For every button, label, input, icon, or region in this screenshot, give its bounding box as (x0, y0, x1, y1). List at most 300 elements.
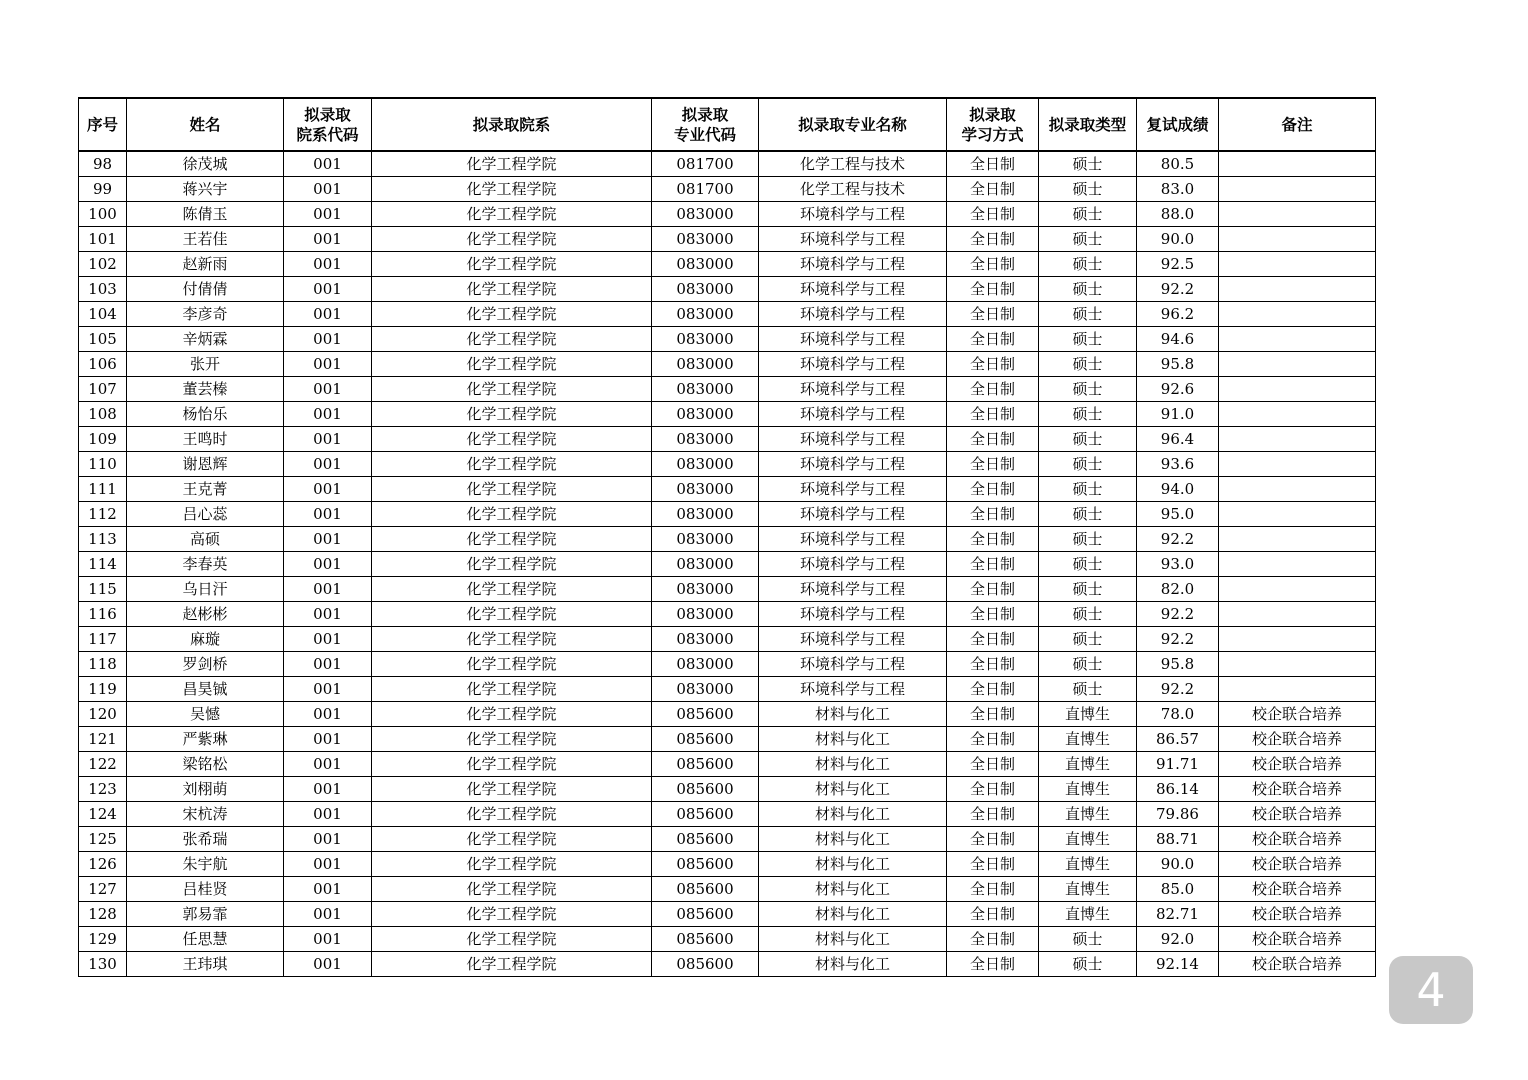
cell-remark (1219, 151, 1376, 177)
cell-dept: 化学工程学院 (372, 777, 652, 802)
table-row (79, 352, 1376, 377)
cell-remark: 校企联合培养 (1219, 827, 1376, 852)
cell-mode: 全日制 (947, 377, 1039, 402)
cell-remark: 校企联合培养 (1219, 752, 1376, 777)
cell-score: 90.0 (1137, 227, 1219, 252)
cell-remark (1219, 577, 1376, 602)
cell-major: 环境科学与工程 (759, 202, 947, 227)
cell-major-code: 081700 (652, 151, 759, 177)
table-row (79, 827, 1376, 852)
cell-seq: 124 (79, 802, 127, 827)
cell-mode: 全日制 (947, 902, 1039, 927)
cell-name: 朱宇航 (127, 852, 284, 877)
cell-remark (1219, 452, 1376, 477)
cell-type: 硕士 (1039, 527, 1137, 552)
cell-score: 86.57 (1137, 727, 1219, 752)
cell-mode: 全日制 (947, 452, 1039, 477)
cell-major: 环境科学与工程 (759, 677, 947, 702)
cell-remark: 校企联合培养 (1219, 952, 1376, 977)
cell-type: 硕士 (1039, 677, 1137, 702)
cell-type: 直博生 (1039, 752, 1137, 777)
cell-dept: 化学工程学院 (372, 477, 652, 502)
cell-type: 硕士 (1039, 577, 1137, 602)
cell-dept: 化学工程学院 (372, 677, 652, 702)
cell-remark (1219, 402, 1376, 427)
cell-seq: 113 (79, 527, 127, 552)
cell-dept-code: 001 (284, 151, 372, 177)
table-row (79, 277, 1376, 302)
header-mode-line1: 拟录取 (969, 105, 1016, 124)
cell-type: 硕士 (1039, 927, 1137, 952)
cell-seq: 100 (79, 202, 127, 227)
cell-mode: 全日制 (947, 527, 1039, 552)
cell-score: 95.8 (1137, 652, 1219, 677)
cell-dept-code: 001 (284, 252, 372, 277)
cell-name: 严紫琳 (127, 727, 284, 752)
cell-major: 材料与化工 (759, 702, 947, 727)
cell-name: 谢恩辉 (127, 452, 284, 477)
cell-mode: 全日制 (947, 177, 1039, 202)
cell-seq: 98 (79, 151, 127, 177)
table-row (79, 177, 1376, 202)
cell-remark (1219, 527, 1376, 552)
table-row (79, 777, 1376, 802)
cell-dept: 化学工程学院 (372, 151, 652, 177)
cell-type: 硕士 (1039, 352, 1137, 377)
cell-dept-code: 001 (284, 427, 372, 452)
cell-mode: 全日制 (947, 552, 1039, 577)
cell-score: 78.0 (1137, 702, 1219, 727)
cell-remark: 校企联合培养 (1219, 852, 1376, 877)
cell-dept: 化学工程学院 (372, 552, 652, 577)
cell-seq: 106 (79, 352, 127, 377)
table-row (79, 927, 1376, 952)
cell-type: 直博生 (1039, 702, 1137, 727)
cell-type: 直博生 (1039, 852, 1137, 877)
cell-major-code: 085600 (652, 802, 759, 827)
cell-major-code: 083000 (652, 352, 759, 377)
cell-name: 赵彬彬 (127, 602, 284, 627)
cell-major: 环境科学与工程 (759, 427, 947, 452)
cell-dept: 化学工程学院 (372, 827, 652, 852)
cell-score: 80.5 (1137, 151, 1219, 177)
cell-major-code: 085600 (652, 927, 759, 952)
cell-mode: 全日制 (947, 777, 1039, 802)
cell-dept-code: 001 (284, 302, 372, 327)
table-row (79, 151, 1376, 177)
table-row (79, 477, 1376, 502)
cell-major: 环境科学与工程 (759, 452, 947, 477)
cell-name: 付倩倩 (127, 277, 284, 302)
cell-remark (1219, 177, 1376, 202)
cell-name: 张希瑞 (127, 827, 284, 852)
cell-seq: 117 (79, 627, 127, 652)
cell-name: 王鸣时 (127, 427, 284, 452)
cell-seq: 104 (79, 302, 127, 327)
cell-major: 材料与化工 (759, 902, 947, 927)
cell-major: 材料与化工 (759, 727, 947, 752)
cell-score: 79.86 (1137, 802, 1219, 827)
cell-major-code: 083000 (652, 677, 759, 702)
cell-name: 麻璇 (127, 627, 284, 652)
cell-name: 张开 (127, 352, 284, 377)
cell-remark: 校企联合培养 (1219, 727, 1376, 752)
cell-name: 辛炳霖 (127, 327, 284, 352)
cell-major: 材料与化工 (759, 802, 947, 827)
cell-mode: 全日制 (947, 677, 1039, 702)
cell-major: 环境科学与工程 (759, 627, 947, 652)
cell-score: 92.2 (1137, 627, 1219, 652)
cell-mode: 全日制 (947, 852, 1039, 877)
cell-mode: 全日制 (947, 327, 1039, 352)
cell-dept-code: 001 (284, 277, 372, 302)
cell-name: 李彦奇 (127, 302, 284, 327)
cell-major-code: 085600 (652, 877, 759, 902)
cell-mode: 全日制 (947, 752, 1039, 777)
table-row (79, 702, 1376, 727)
cell-type: 直博生 (1039, 802, 1137, 827)
cell-dept-code: 001 (284, 627, 372, 652)
cell-dept: 化学工程学院 (372, 252, 652, 277)
cell-score: 82.71 (1137, 902, 1219, 927)
cell-mode: 全日制 (947, 952, 1039, 977)
cell-major: 环境科学与工程 (759, 477, 947, 502)
cell-major: 材料与化工 (759, 952, 947, 977)
cell-name: 高硕 (127, 527, 284, 552)
cell-type: 硕士 (1039, 402, 1137, 427)
table-row (79, 602, 1376, 627)
header-dept-code-line2: 院系代码 (296, 125, 359, 144)
table-row (79, 952, 1376, 977)
cell-remark (1219, 502, 1376, 527)
cell-remark (1219, 677, 1376, 702)
header-score: 复试成绩 (1137, 98, 1219, 151)
cell-dept-code: 001 (284, 402, 372, 427)
cell-score: 88.0 (1137, 202, 1219, 227)
cell-major-code: 085600 (652, 727, 759, 752)
cell-major-code: 083000 (652, 527, 759, 552)
table-row (79, 802, 1376, 827)
cell-seq: 102 (79, 252, 127, 277)
cell-dept: 化学工程学院 (372, 852, 652, 877)
table-row (79, 577, 1376, 602)
cell-type: 直博生 (1039, 827, 1137, 852)
cell-score: 83.0 (1137, 177, 1219, 202)
cell-dept: 化学工程学院 (372, 627, 652, 652)
cell-remark: 校企联合培养 (1219, 802, 1376, 827)
cell-remark (1219, 477, 1376, 502)
cell-major: 环境科学与工程 (759, 502, 947, 527)
cell-major-code: 085600 (652, 902, 759, 927)
cell-dept: 化学工程学院 (372, 177, 652, 202)
cell-mode: 全日制 (947, 252, 1039, 277)
header-seq: 序号 (79, 98, 127, 151)
cell-major-code: 085600 (652, 702, 759, 727)
cell-seq: 122 (79, 752, 127, 777)
cell-major-code: 083000 (652, 602, 759, 627)
cell-seq: 121 (79, 727, 127, 752)
cell-major-code: 083000 (652, 252, 759, 277)
cell-dept-code: 001 (284, 202, 372, 227)
cell-major: 材料与化工 (759, 827, 947, 852)
cell-remark: 校企联合培养 (1219, 777, 1376, 802)
header-dept: 拟录取院系 (372, 98, 652, 151)
cell-remark (1219, 302, 1376, 327)
cell-major: 环境科学与工程 (759, 277, 947, 302)
cell-dept: 化学工程学院 (372, 377, 652, 402)
cell-dept-code: 001 (284, 702, 372, 727)
cell-dept-code: 001 (284, 227, 372, 252)
cell-dept: 化学工程学院 (372, 302, 652, 327)
cell-major-code: 083000 (652, 477, 759, 502)
cell-seq: 99 (79, 177, 127, 202)
table-body (79, 151, 1376, 977)
cell-major: 环境科学与工程 (759, 252, 947, 277)
cell-type: 硕士 (1039, 652, 1137, 677)
cell-score: 92.14 (1137, 952, 1219, 977)
cell-seq: 112 (79, 502, 127, 527)
cell-dept: 化学工程学院 (372, 652, 652, 677)
cell-dept: 化学工程学院 (372, 227, 652, 252)
cell-name: 李春英 (127, 552, 284, 577)
cell-mode: 全日制 (947, 727, 1039, 752)
cell-mode: 全日制 (947, 202, 1039, 227)
cell-seq: 119 (79, 677, 127, 702)
cell-score: 90.0 (1137, 852, 1219, 877)
cell-name: 吴憾 (127, 702, 284, 727)
cell-remark (1219, 627, 1376, 652)
cell-major-code: 083000 (652, 327, 759, 352)
cell-seq: 118 (79, 652, 127, 677)
cell-score: 94.6 (1137, 327, 1219, 352)
cell-type: 硕士 (1039, 502, 1137, 527)
cell-type: 硕士 (1039, 377, 1137, 402)
cell-mode: 全日制 (947, 151, 1039, 177)
table-row (79, 202, 1376, 227)
cell-score: 92.6 (1137, 377, 1219, 402)
cell-dept: 化学工程学院 (372, 527, 652, 552)
cell-score: 91.0 (1137, 402, 1219, 427)
table-row (79, 877, 1376, 902)
cell-score: 92.2 (1137, 527, 1219, 552)
cell-name: 王玮琪 (127, 952, 284, 977)
cell-score: 92.2 (1137, 277, 1219, 302)
cell-dept: 化学工程学院 (372, 502, 652, 527)
cell-remark (1219, 277, 1376, 302)
cell-dept: 化学工程学院 (372, 927, 652, 952)
cell-seq: 126 (79, 852, 127, 877)
cell-name: 郭易霏 (127, 902, 284, 927)
admission-table (78, 97, 1376, 977)
cell-remark (1219, 552, 1376, 577)
cell-seq: 111 (79, 477, 127, 502)
cell-dept-code: 001 (284, 377, 372, 402)
cell-score: 92.5 (1137, 252, 1219, 277)
cell-name: 徐茂城 (127, 151, 284, 177)
cell-mode: 全日制 (947, 627, 1039, 652)
cell-major: 环境科学与工程 (759, 227, 947, 252)
cell-remark (1219, 227, 1376, 252)
header-dept-code (284, 98, 372, 151)
cell-remark (1219, 327, 1376, 352)
table-row (79, 552, 1376, 577)
cell-name: 王克菁 (127, 477, 284, 502)
cell-dept-code: 001 (284, 852, 372, 877)
cell-name: 杨怡乐 (127, 402, 284, 427)
cell-dept-code: 001 (284, 802, 372, 827)
table-row (79, 502, 1376, 527)
cell-dept-code: 001 (284, 827, 372, 852)
cell-name: 吕桂贤 (127, 877, 284, 902)
cell-major-code: 085600 (652, 852, 759, 877)
cell-type: 硕士 (1039, 477, 1137, 502)
table-row (79, 302, 1376, 327)
cell-name: 蒋兴宇 (127, 177, 284, 202)
cell-major-code: 083000 (652, 652, 759, 677)
cell-name: 罗剑桥 (127, 652, 284, 677)
cell-major: 环境科学与工程 (759, 377, 947, 402)
cell-major: 环境科学与工程 (759, 527, 947, 552)
cell-dept-code: 001 (284, 652, 372, 677)
cell-seq: 130 (79, 952, 127, 977)
cell-mode: 全日制 (947, 227, 1039, 252)
cell-mode: 全日制 (947, 877, 1039, 902)
cell-mode: 全日制 (947, 402, 1039, 427)
cell-mode: 全日制 (947, 577, 1039, 602)
cell-score: 93.0 (1137, 552, 1219, 577)
table-row (79, 427, 1376, 452)
table-row (79, 627, 1376, 652)
cell-remark (1219, 377, 1376, 402)
cell-dept-code: 001 (284, 477, 372, 502)
cell-remark (1219, 352, 1376, 377)
cell-dept: 化学工程学院 (372, 402, 652, 427)
cell-score: 96.4 (1137, 427, 1219, 452)
cell-major: 材料与化工 (759, 852, 947, 877)
cell-dept: 化学工程学院 (372, 327, 652, 352)
cell-score: 93.6 (1137, 452, 1219, 477)
cell-dept-code: 001 (284, 452, 372, 477)
header-type: 拟录取类型 (1039, 98, 1137, 151)
cell-dept-code: 001 (284, 177, 372, 202)
cell-dept-code: 001 (284, 502, 372, 527)
cell-mode: 全日制 (947, 702, 1039, 727)
cell-remark: 校企联合培养 (1219, 702, 1376, 727)
cell-major-code: 083000 (652, 227, 759, 252)
cell-major-code: 083000 (652, 377, 759, 402)
cell-major-code: 083000 (652, 202, 759, 227)
cell-type: 硕士 (1039, 552, 1137, 577)
cell-remark (1219, 602, 1376, 627)
cell-type: 硕士 (1039, 252, 1137, 277)
cell-major: 环境科学与工程 (759, 577, 947, 602)
table-row (79, 377, 1376, 402)
header-remark: 备注 (1219, 98, 1376, 151)
cell-major-code: 085600 (652, 827, 759, 852)
cell-seq: 105 (79, 327, 127, 352)
cell-score: 82.0 (1137, 577, 1219, 602)
cell-type: 硕士 (1039, 327, 1137, 352)
header-major-code (652, 98, 759, 151)
cell-major-code: 083000 (652, 552, 759, 577)
table-row (79, 452, 1376, 477)
cell-dept-code: 001 (284, 902, 372, 927)
cell-major: 环境科学与工程 (759, 602, 947, 627)
cell-name: 乌日汗 (127, 577, 284, 602)
cell-name: 赵新雨 (127, 252, 284, 277)
cell-mode: 全日制 (947, 302, 1039, 327)
cell-major-code: 085600 (652, 952, 759, 977)
cell-type: 直博生 (1039, 877, 1137, 902)
cell-remark (1219, 427, 1376, 452)
header-mode-line2: 学习方式 (961, 125, 1024, 144)
cell-score: 92.0 (1137, 927, 1219, 952)
cell-dept-code: 001 (284, 352, 372, 377)
cell-major: 化学工程与技术 (759, 151, 947, 177)
cell-dept: 化学工程学院 (372, 877, 652, 902)
header-major-code-line1: 拟录取 (681, 105, 729, 124)
cell-dept: 化学工程学院 (372, 952, 652, 977)
cell-major: 环境科学与工程 (759, 352, 947, 377)
cell-mode: 全日制 (947, 427, 1039, 452)
cell-major-code: 083000 (652, 577, 759, 602)
table-row (79, 327, 1376, 352)
cell-dept-code: 001 (284, 677, 372, 702)
cell-dept: 化学工程学院 (372, 727, 652, 752)
cell-seq: 120 (79, 702, 127, 727)
cell-mode: 全日制 (947, 502, 1039, 527)
cell-seq: 127 (79, 877, 127, 902)
cell-dept: 化学工程学院 (372, 277, 652, 302)
cell-name: 昌昊铖 (127, 677, 284, 702)
table-row (79, 902, 1376, 927)
cell-remark: 校企联合培养 (1219, 927, 1376, 952)
cell-dept-code: 001 (284, 777, 372, 802)
cell-name: 陈倩玉 (127, 202, 284, 227)
cell-dept: 化学工程学院 (372, 452, 652, 477)
cell-major: 环境科学与工程 (759, 327, 947, 352)
table-row (79, 677, 1376, 702)
cell-score: 95.8 (1137, 352, 1219, 377)
cell-remark (1219, 652, 1376, 677)
cell-type: 硕士 (1039, 952, 1137, 977)
cell-type: 硕士 (1039, 177, 1137, 202)
cell-type: 硕士 (1039, 277, 1137, 302)
cell-major: 材料与化工 (759, 752, 947, 777)
cell-major-code: 083000 (652, 502, 759, 527)
cell-type: 硕士 (1039, 151, 1137, 177)
cell-dept-code: 001 (284, 727, 372, 752)
cell-dept: 化学工程学院 (372, 802, 652, 827)
cell-type: 直博生 (1039, 777, 1137, 802)
cell-seq: 109 (79, 427, 127, 452)
cell-dept-code: 001 (284, 552, 372, 577)
cell-dept: 化学工程学院 (372, 602, 652, 627)
table-row (79, 652, 1376, 677)
table-row (79, 527, 1376, 552)
cell-score: 86.14 (1137, 777, 1219, 802)
cell-score: 91.71 (1137, 752, 1219, 777)
cell-major-code: 083000 (652, 427, 759, 452)
cell-score: 85.0 (1137, 877, 1219, 902)
cell-major: 化学工程与技术 (759, 177, 947, 202)
cell-type: 硕士 (1039, 227, 1137, 252)
cell-score: 95.0 (1137, 502, 1219, 527)
cell-score: 96.2 (1137, 302, 1219, 327)
cell-score: 94.0 (1137, 477, 1219, 502)
cell-type: 硕士 (1039, 302, 1137, 327)
cell-remark (1219, 252, 1376, 277)
